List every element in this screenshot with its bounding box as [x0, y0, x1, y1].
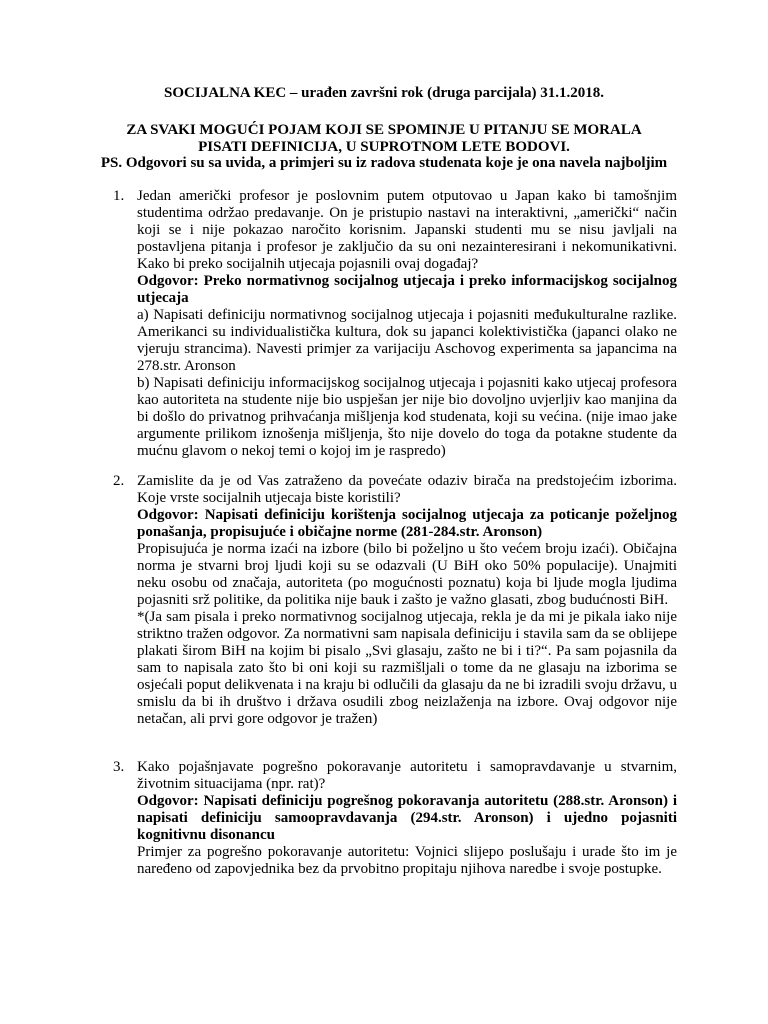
question-2-number: 2.	[113, 473, 125, 489]
question-1-text: Jedan američki profesor je poslovnim putem otputovao u Japan kako bi tamošnjim studentima održao predavanje. On je pristupio nastavi na interaktivni, „američki“ način koji se i nije pokazao naročito korisnim. Japanski studenti mu se nisu javljali na postavljena pitanja i profesor je zaključio da su oni nezainteresirani i nekomunikativni. Kako bi preko socijalnih utjecaja pojasnili ovaj događaj?	[137, 188, 677, 272]
instruction-line-2: PISATI DEFINICIJA, U SUPROTNOM LETE BODOVI.	[198, 139, 570, 155]
instruction-line-1: ZA SVAKI MOGUĆI POJAM KOJI SE SPOMINJE U PITANJU SE MORALA	[126, 122, 642, 138]
document-title: SOCIJALNA KEC – urađen završni rok (druga parcijala) 31.1.2018.	[164, 85, 604, 101]
question-2-paragraph-2: *(Ja sam pisala i preko normativnog socijalnog utjecaja, rekla je da mi je pikala iako nije striktno tražen odgovor. Za normativni sam napisala definiciju i stavila sam da se oblijepe plakati širom BiH na kojim bi pisalo „Svi glasaju, zašto ne bi i ti?“. Pa sam pojasnila da sam to napisala zato što bi oni koji su razmišljali o tome da ne glasaju na izborima se osjećali poput delikvenata i na kraju bi odlučili da glasaju da ne bi izradili svoju državu, u smislu da bi ih društvo i država osudili zbog neizlaženja na izbore. Ovaj odgovor nije netačan, ali prvi gore odgovor je tražen)	[137, 609, 677, 727]
question-1	[137, 188, 677, 460]
question-1-paragraph-a: a) Napisati definiciju normativnog socijalnog utjecaja i pojasniti međukulturalne razlike. Amerikanci su individualistička kultura, dok su japanci kolektivistička (japanci olako ne vjeruju strancima). Navesti primjer za varijaciju Aschovog experimenta sa japancima na 278.str. Aronson	[137, 307, 677, 374]
question-2-text: Zamislite da je od Vas zatraženo da povećate odaziv birača na predstojećim izborima. Koje vrste socijalnih utjecaja biste koristili?	[137, 473, 677, 506]
question-3-number: 3.	[113, 759, 125, 775]
question-1-answer: Odgovor: Preko normativnog socijalnog utjecaja i preko informacijskog socijalnog utjecaja	[137, 273, 677, 306]
question-3-answer: Odgovor: Napisati definiciju pogrešnog pokoravanja autoritetu (288.str. Aronson) i napisati definiciju samoopravdavanja (294.str. Aronson) i ujedno pojasniti kognitivnu disonancu	[137, 793, 677, 843]
question-2-answer: Odgovor: Napisati definiciju korištenja socijalnog utjecaja za poticanje poželjnog ponašanja, propisujuće i običajne norme (281-284.str. Aronson)	[137, 507, 677, 540]
ps-note: PS. Odgovori su sa uvida, a primjeri su iz radova studenata koje je ona navela najboljim	[100, 155, 668, 171]
question-1-paragraph-b: b) Napisati definiciju informacijskog socijalnog utjecaja i pojasniti kako utjecaj profesora kao autoriteta na studente nije bio uspješan jer nije bio dovoljno uvjerljiv kao manjina da bi došlo do privatnog prihvaćanja mišljenja kod studenata, koji su većina. (nije imao jake argumente prilikom iznošenja mišljenja, što nije dovelo do toga da potakne studente da mućnu glavom o nekoj temi o kojoj im je raspredo)	[137, 375, 677, 459]
question-2-paragraph-1: Propisujuća je norma izaći na izbore (bilo bi poželjno u što većem broju izaći). Običajna norma je stvarni broj ljudi koji su se odazvali (U BiH oko 50% populacije). Unajmiti neku osobu od značaja, autoriteta (po mogućnosti poznatu) koja bi ljude mogla ljudima pojasniti srž politike, da politika nije bauk i zašto je važno glasati, zbog budućnosti BiH.	[137, 541, 677, 608]
question-1-number: 1.	[113, 188, 125, 204]
question-3-paragraph-1: Primjer za pogrešno pokoravanje autoritetu: Vojnici slijepo poslušaju i urade što im je naređeno od zapovjednika bez da prvobitno propitaju njihova naredbe i svoje postupke.	[137, 844, 677, 877]
question-3	[137, 759, 677, 878]
question-3-text: Kako pojašnjavate pogrešno pokoravanje autoritetu i samopravdavanje u stvarnim, životnim situacijama (npr. rat)?	[137, 759, 677, 792]
question-2	[137, 473, 677, 728]
